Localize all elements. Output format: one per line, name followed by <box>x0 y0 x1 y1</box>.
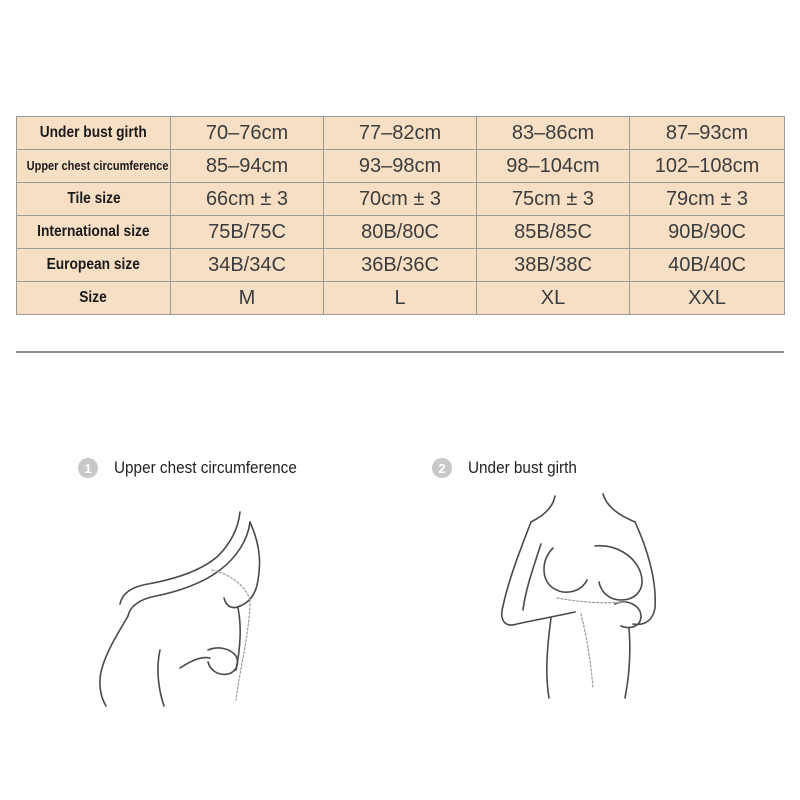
table-cell: 85–94cm <box>171 150 324 183</box>
table-cell: 36B/36C <box>324 249 477 282</box>
step-label: Under bust girth <box>468 458 577 477</box>
section-divider <box>16 351 784 353</box>
table-cell: L <box>324 282 477 315</box>
table-cell: M <box>171 282 324 315</box>
row-label-upper-chest: Upper chest circumference <box>17 150 171 183</box>
upper-chest-measure-illustration-icon <box>90 500 310 710</box>
table-cell: 70–76cm <box>171 117 324 150</box>
table-cell: 80B/80C <box>324 216 477 249</box>
table-cell: 40B/40C <box>630 249 785 282</box>
table-row <box>17 150 785 183</box>
table-cell: 70cm ± 3 <box>324 183 477 216</box>
row-label-size: Size <box>17 282 171 315</box>
table-cell: 83–86cm <box>477 117 630 150</box>
table-cell: 34B/34C <box>171 249 324 282</box>
table-cell: 87–93cm <box>630 117 785 150</box>
table-cell: 77–82cm <box>324 117 477 150</box>
row-label-tile-size: Tile size <box>17 183 171 216</box>
size-chart-table <box>16 116 785 315</box>
table-row <box>17 183 785 216</box>
table-cell: XL <box>477 282 630 315</box>
step-number-badge: 1 <box>78 458 98 478</box>
table-row <box>17 282 785 315</box>
table-cell: 79cm ± 3 <box>630 183 785 216</box>
table-cell: 90B/90C <box>630 216 785 249</box>
step-label: Upper chest circumference <box>114 458 297 477</box>
row-label-international-size: International size <box>17 216 171 249</box>
step-number-badge: 2 <box>432 458 452 478</box>
step-under-bust <box>432 458 589 478</box>
under-bust-measure-illustration-icon <box>495 488 685 703</box>
row-label-european-size: European size <box>17 249 171 282</box>
table-cell: 75B/75C <box>171 216 324 249</box>
table-row <box>17 117 785 150</box>
table-cell: 102–108cm <box>630 150 785 183</box>
table-cell: XXL <box>630 282 785 315</box>
table-cell: 38B/38C <box>477 249 630 282</box>
table-row <box>17 249 785 282</box>
table-cell: 85B/85C <box>477 216 630 249</box>
row-label-under-bust: Under bust girth <box>17 117 171 150</box>
step-upper-chest <box>78 458 317 478</box>
table-cell: 75cm ± 3 <box>477 183 630 216</box>
table-cell: 98–104cm <box>477 150 630 183</box>
table-cell: 66cm ± 3 <box>171 183 324 216</box>
table-cell: 93–98cm <box>324 150 477 183</box>
table-row <box>17 216 785 249</box>
